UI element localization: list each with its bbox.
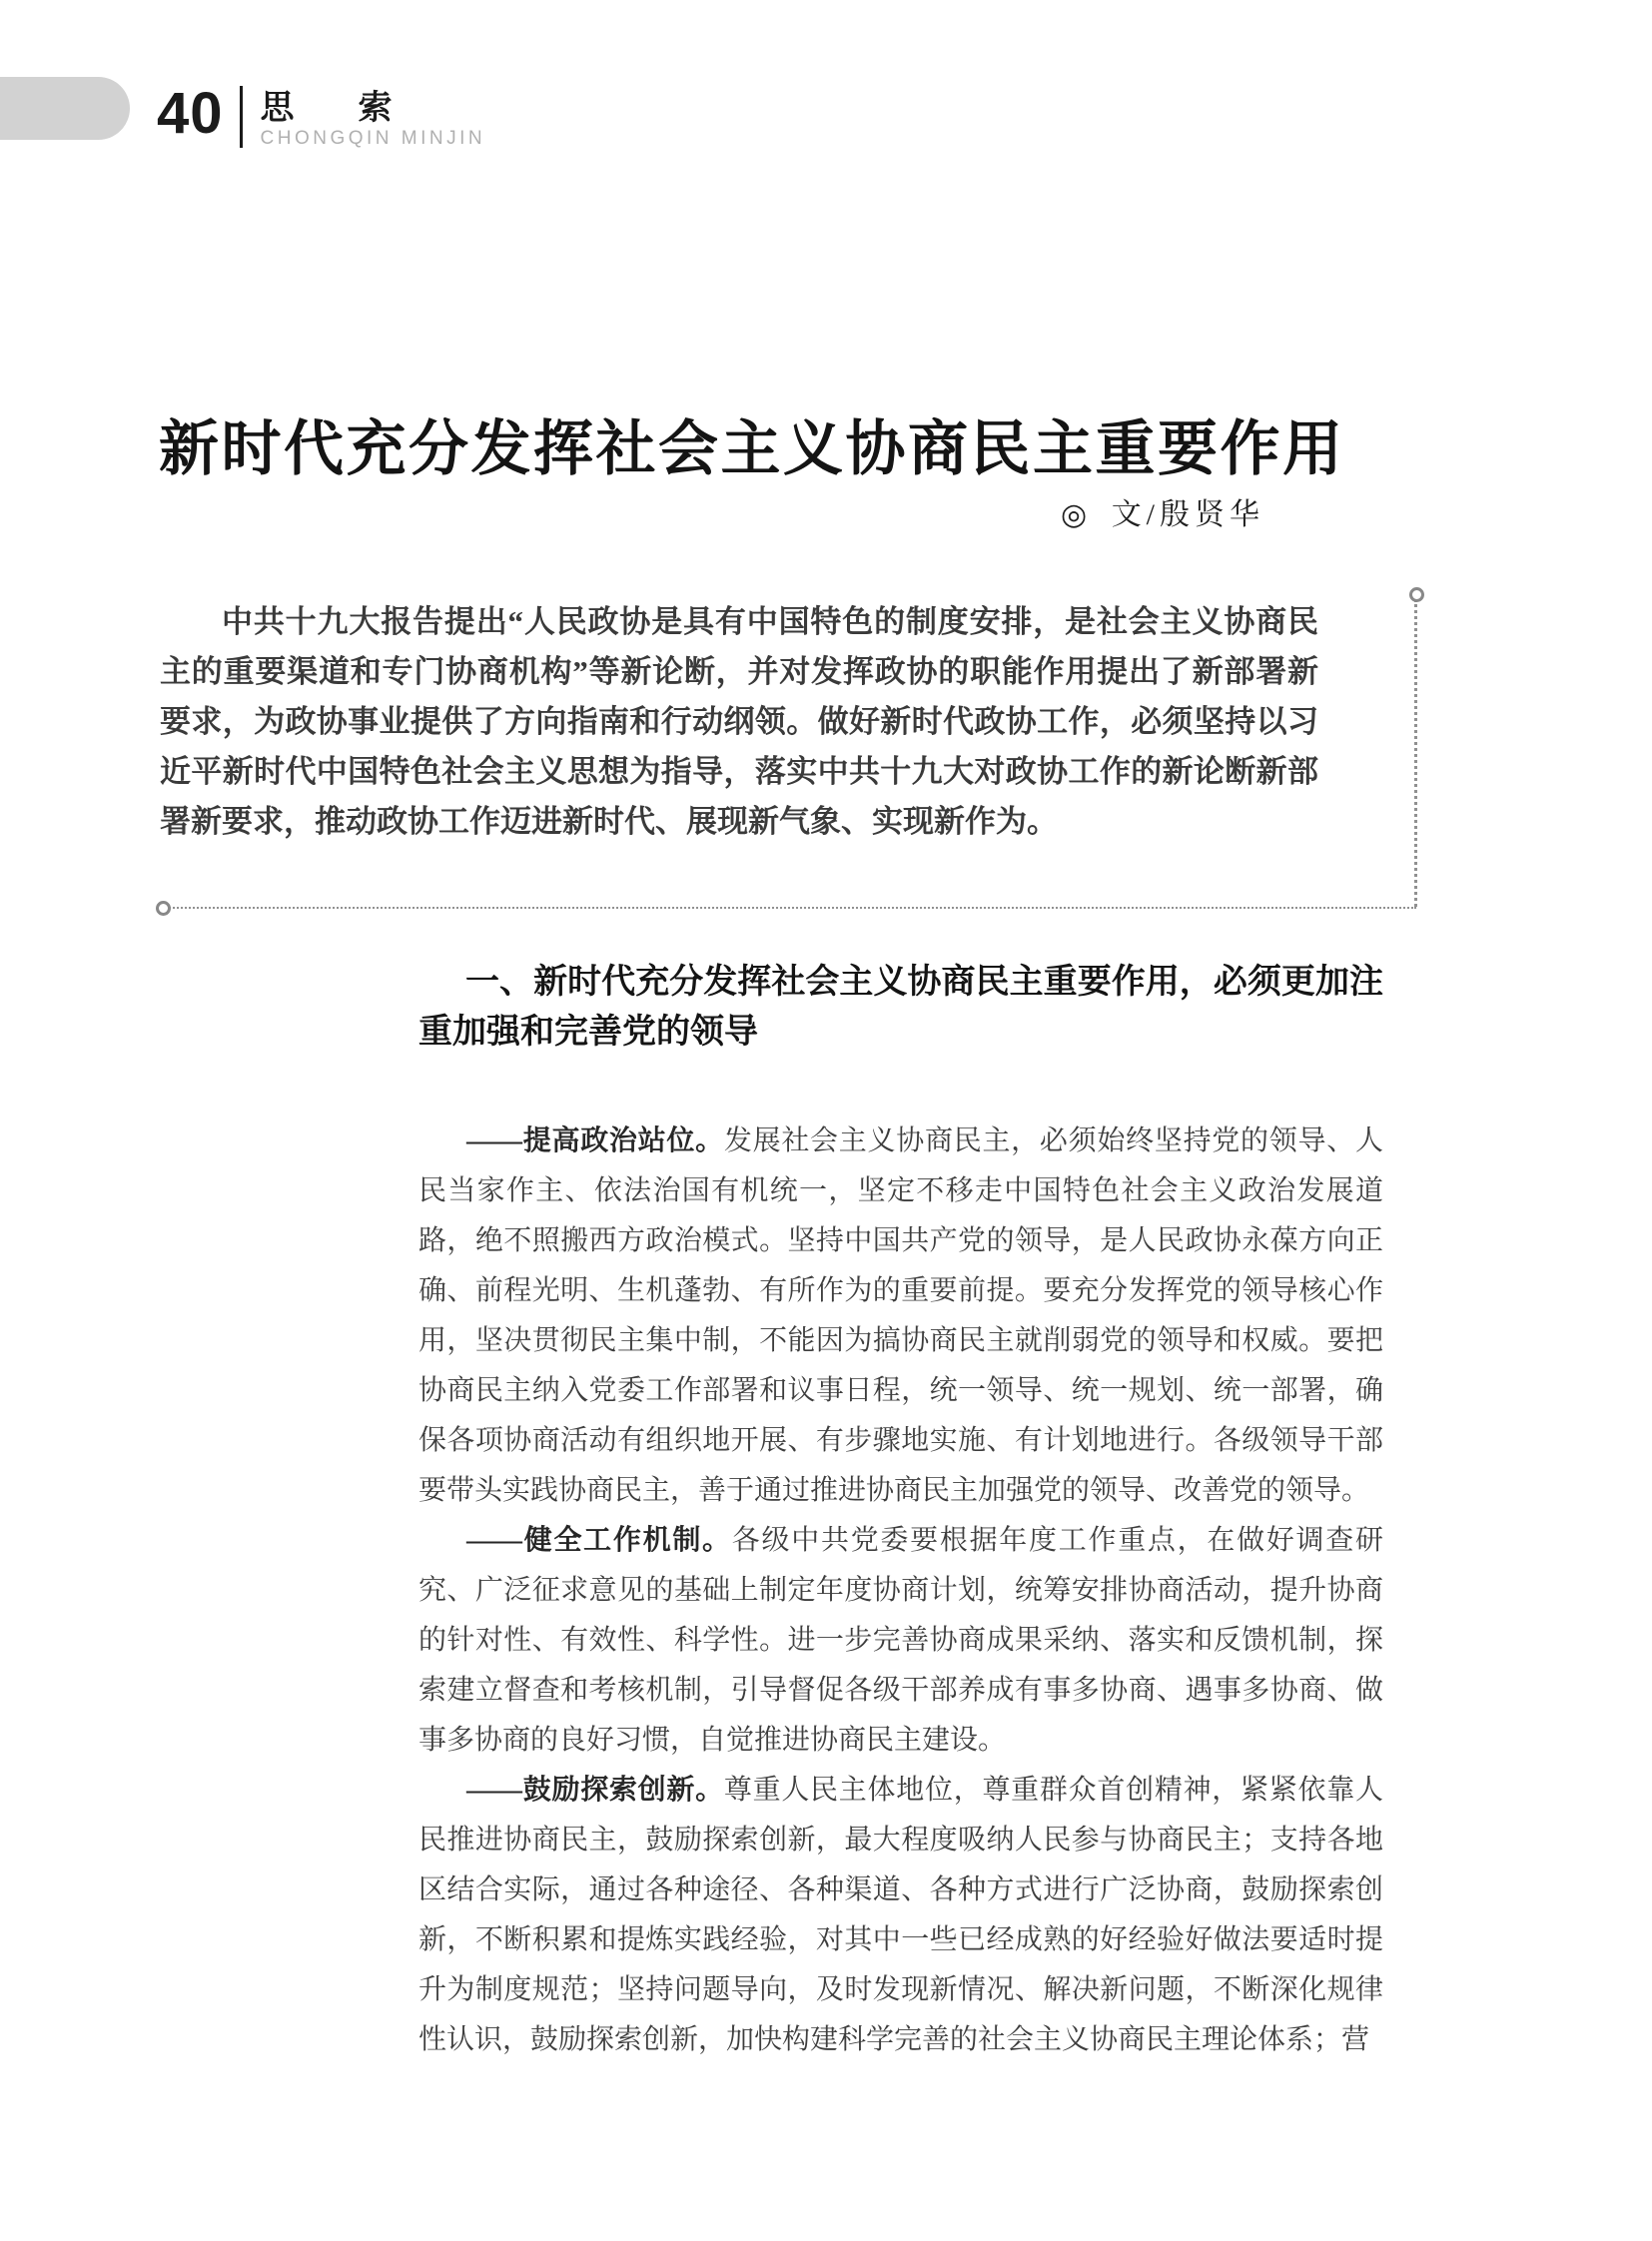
column-subtitle: CHONGQIN MINJIN [260,128,486,149]
dotted-rule-horizontal [166,907,1416,909]
column-title [261,90,393,126]
body-paragraph [418,1516,1383,1766]
byline [1061,497,1264,533]
paragraph-text: 发展社会主义协商民主，必须始终坚持党的领导、人民当家作主、依法治国有机统一，坚定不移走中国特色社会主义政治发展道路，绝不照搬西方政治模式。坚持中国共产党的领导，是人民政协永葆方向正确、前程光明、生机蓬勃、有所作为的重要前提。要充分发挥党的领导核心作用，坚决贯彻民主集中制，不能因为搞协商民主就削弱党的领导和权威。要把协商民主纳入党委工作部署和议事日程，统一领导、统一规划、统一部署，确保各项协商活动有组织地开展、有步骤地实施、有计划地进行。各级领导干部要带头实践协商民主，善于通过推进协商民主加强党的领导、改善党的领导。 [418,1125,1383,1506]
column-title-block [261,84,486,149]
paragraph-lead: ——鼓励探索创新。 [466,1775,724,1806]
rule-circle-left-icon [156,901,171,916]
article-body [418,1117,1383,2065]
column-title-char-2: 索 [358,89,393,127]
column-title-char-1: 思 [260,89,295,127]
abstract-paragraph: 中共十九大报告提出“人民政协是具有中国特色的制度安排，是社会主义协商民主的重要渠道和专门协商机构”等新论断，并对发挥政协的职能作用提出了新部署新要求，为政协事业提供了方向指南和行动纲领。做好新时代政协工作，必须坚持以习近平新时代中国特色社会主义思想为指导，落实中共十九大对政协工作的新论断新部署新要求，推动政协工作迈进新时代、展现新气象、实现新作为。 [160,604,1318,839]
page-header [157,81,486,149]
rule-circle-top-icon [1409,587,1424,602]
paragraph-lead: ——提高政治站位。 [466,1125,724,1156]
header-divider [240,86,243,148]
body-paragraph [418,1766,1383,2065]
page-number: 40 [157,81,224,146]
paragraph-lead: ——健全工作机制。 [466,1525,732,1556]
article-title: 新时代充分发挥社会主义协商民主重要作用 [159,416,1345,483]
byline-marker-icon: ◎ [1061,498,1088,531]
byline-author: 文/殷贤华 [1111,498,1265,531]
body-paragraph [418,1117,1383,1516]
dotted-rule-vertical [1414,599,1417,907]
header-pill-decoration [0,77,130,140]
paragraph-text: 尊重人民主体地位，尊重群众首创精神，紧紧依靠人民推进协商民主，鼓励探索创新，最大程度吸纳人民参与协商民主；支持各地区结合实际，通过各种途径、各种渠道、各种方式进行广泛协商，鼓励探索创新，不断积累和提炼实践经验，对其中一些已经成熟的好经验好做法要适时提升为制度规范；坚持问题导向，及时发现新情况、解决新问题，不断深化规律性认识，鼓励探索创新，加快构建科学完善的社会主义协商民主理论体系；营 [418,1775,1383,2055]
paragraph-text: 各级中共党委要根据年度工作重点，在做好调查研究、广泛征求意见的基础上制定年度协商计划，统筹安排协商活动，提升协商的针对性、有效性、科学性。进一步完善协商成果采纳、落实和反馈机制，探索建立督查和考核机制，引导督促各级干部养成有事多协商、遇事多协商、做事多协商的良好习惯，自觉推进协商民主建设。 [418,1525,1383,1756]
section-heading: 一、新时代充分发挥社会主义协商民主重要作用，必须更加注重加强和完善党的领导 [418,963,1383,1051]
